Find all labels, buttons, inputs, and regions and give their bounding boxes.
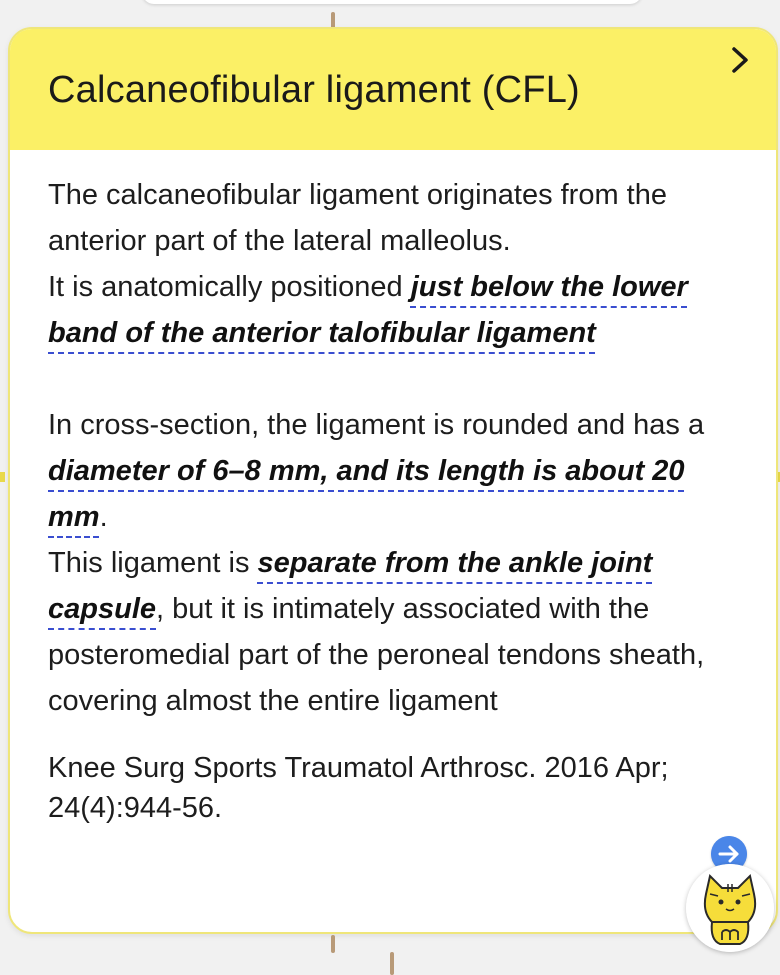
highlight-dimensions: diameter of 6–8 mm, and its length is about 20 mm [48,455,685,533]
card-body [10,150,776,828]
timeline-tick-bottom-right [390,952,394,975]
paragraph-dimensions-end: . [99,501,108,533]
citation: Knee Surg Sports Traumatol Arthrosc. 2016 Apr; 24(4):944-56. [48,752,669,824]
chevron-right-icon[interactable] [726,43,754,77]
left-edge-marker [0,472,5,482]
paragraph-position [48,264,740,356]
top-search-pill[interactable] [142,0,642,4]
paragraph-dimensions-text: In cross-section, the ligament is rounded and has a [48,409,705,441]
card-title: Calcaneofibular ligament (CFL) [48,69,580,111]
cat-mascot-icon[interactable] [686,864,774,952]
paragraph-dimensions [48,402,740,540]
timeline-tick-bottom-left [331,935,335,953]
paragraph-capsule-text: This ligament is [48,547,258,579]
highlight-capsule: separate from the ankle joint capsule [48,547,653,625]
highlight-position: just below the lower band of the anterior talofibular ligament [48,271,688,349]
paragraph-origin-text: The calcaneofibular ligament originates from the anterior part of the lateral malleolus. [48,179,667,257]
paragraph-capsule-end: , but it is intimately associated with the posteromedial part of the peroneal tendons sheath, covering almost the entire ligament [48,593,705,717]
card-header [10,29,776,150]
info-card [8,27,778,934]
paragraph-position-text: It is anatomically positioned [48,271,411,303]
paragraph-origin [48,172,740,264]
paragraph-capsule [48,540,740,724]
